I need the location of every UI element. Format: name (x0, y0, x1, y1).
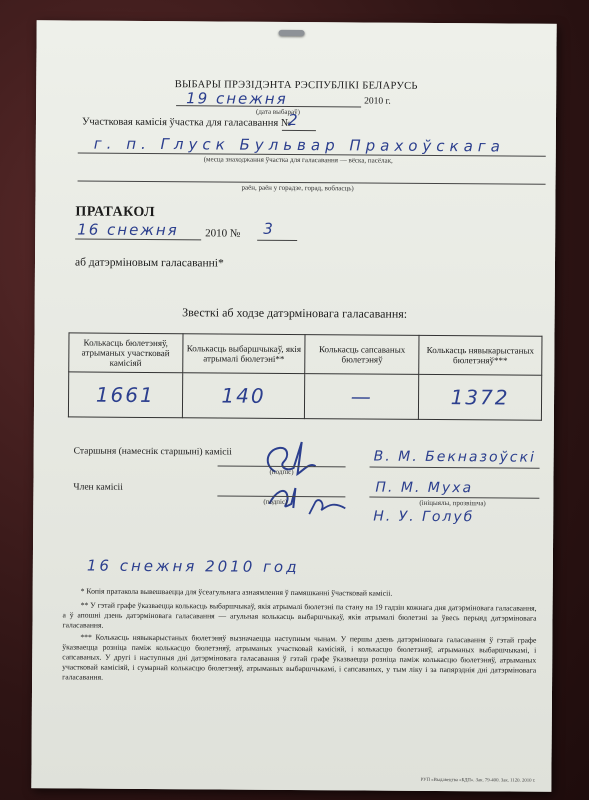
chair-name-handwritten: В. М. Бекназоўскі (373, 448, 536, 466)
chair-label: Старшыня (намеснік старшыні) камісіі (73, 446, 232, 458)
header-unused: Колькасць нявыкарыстаных бюлетэняў*** (419, 335, 542, 375)
election-date-caption: (дата выбараў) (256, 107, 301, 117)
protocol-year-label: 2010 № (205, 227, 241, 240)
chair-name-line (370, 467, 540, 469)
election-date-handwritten: 19 снежня (186, 89, 288, 108)
protocol-number-handwritten: 3 (263, 219, 275, 238)
footnote-2: ** У гэтай графе ўказваецца колькасць выбаршчыкаў, якія атрымалі бюлетэні па стану на 19 гадзін кожнага дня датэрміновага галасавання, а ў апошні дзень датэрміновага галасавання — агульная колькасць выбаршчыкаў, якія атрымалі бюлетэні за ўвесь перыяд датэрміновага галасавання. (62, 600, 537, 630)
initials-caption: (ініцыялы, прозвішча) (419, 498, 486, 508)
value-issued: 140 (182, 373, 305, 419)
footnote-3: *** Колькасць нявыкарыстаных бюлетэняў вызначаецца наступным чынам. У першы дзень датэрміновага галасавання ў гэтай графе ўказваецца розніца паміж колькасцю бюлетэняў, атрыманых участковай камісіяй, і колькасцю бюлетэняў, атрыманых выбаршчыкамі, і сапсаваных. У другі і наступныя дні датэрміновага галасавання ў гэтай графе ўказваецца розніца паміж колькасцю бюлетэняў, атрыманых участковай камісіяй, і сумарнай колькасцю бюлетэняў, атрыманых выбаршчыкамі, і сапсаваных, у тым ліку і за папярэднія дні датэрміновага галасавання. (62, 632, 537, 682)
table-row (68, 372, 541, 420)
printer-footer: РУП «Выдавецтва «БДП». Зак. 79-400. Зак. 1120. 2010 г. (420, 777, 536, 784)
table-header-row (69, 333, 542, 375)
header-spoiled: Колькасць сапсаваных бюлетэняў (305, 335, 419, 375)
protocol-heading: ПРАТАКОЛ (75, 204, 156, 221)
footnote-1: * Копія пратакола вывешваецца для ўсеагульнага азнаямлення ў памяшканні ўчастковай камісіі. (80, 586, 393, 598)
location-handwritten: г. п. Глуск Бульвар Прахоўскага (93, 134, 505, 156)
value-spoiled: — (305, 374, 419, 420)
election-title: ВЫБАРЫ ПРЭЗІДЭНТА РЭСПУБЛІКІ БЕЛАРУСЬ (174, 79, 418, 92)
commission-number-line (282, 130, 316, 131)
commission-label: Участковая камісія ўчастка для галасавання № (81, 116, 291, 129)
protocol-date-line (75, 238, 201, 240)
table-title: Звесткі аб ходзе датэрміновага галасавання: (182, 305, 408, 321)
protocol-number-line (257, 240, 297, 241)
chair-sign-caption: (подпіс) (269, 467, 294, 476)
district-caption: раён, раён у горадзе, горад, вобласць) (241, 183, 354, 193)
protocol-date-handwritten: 16 снежня (77, 220, 179, 240)
signing-date-handwritten: 16 снежня 2010 год (86, 556, 300, 577)
protocol-subtitle: аб датэрміновым галасаванні* (74, 256, 224, 270)
commission-number-handwritten: 2 (287, 110, 300, 130)
protocol-sheet (31, 20, 556, 792)
location-caption: (месца знаходжання ўчастка для галасавання — вёска, пасёлак, (203, 155, 393, 165)
header-received: Колькасць бюлетэняў, атрыманых участковай камісіяй (69, 333, 183, 373)
member1-name-handwritten: П. М. Муха (375, 479, 474, 497)
value-received: 1661 (68, 372, 182, 418)
election-year: 2010 г. (364, 96, 391, 107)
pushpin (279, 30, 305, 36)
value-unused: 1372 (418, 374, 541, 420)
header-issued: Колькасць выбаршчыкаў, якія атрымалі бюлетэні** (182, 334, 305, 374)
member-sign-caption: (подпіс) (263, 497, 288, 506)
votes-table (68, 332, 543, 420)
member2-name-handwritten: Н. У. Голуб (373, 508, 475, 526)
member-label: Член камісіі (73, 482, 123, 493)
